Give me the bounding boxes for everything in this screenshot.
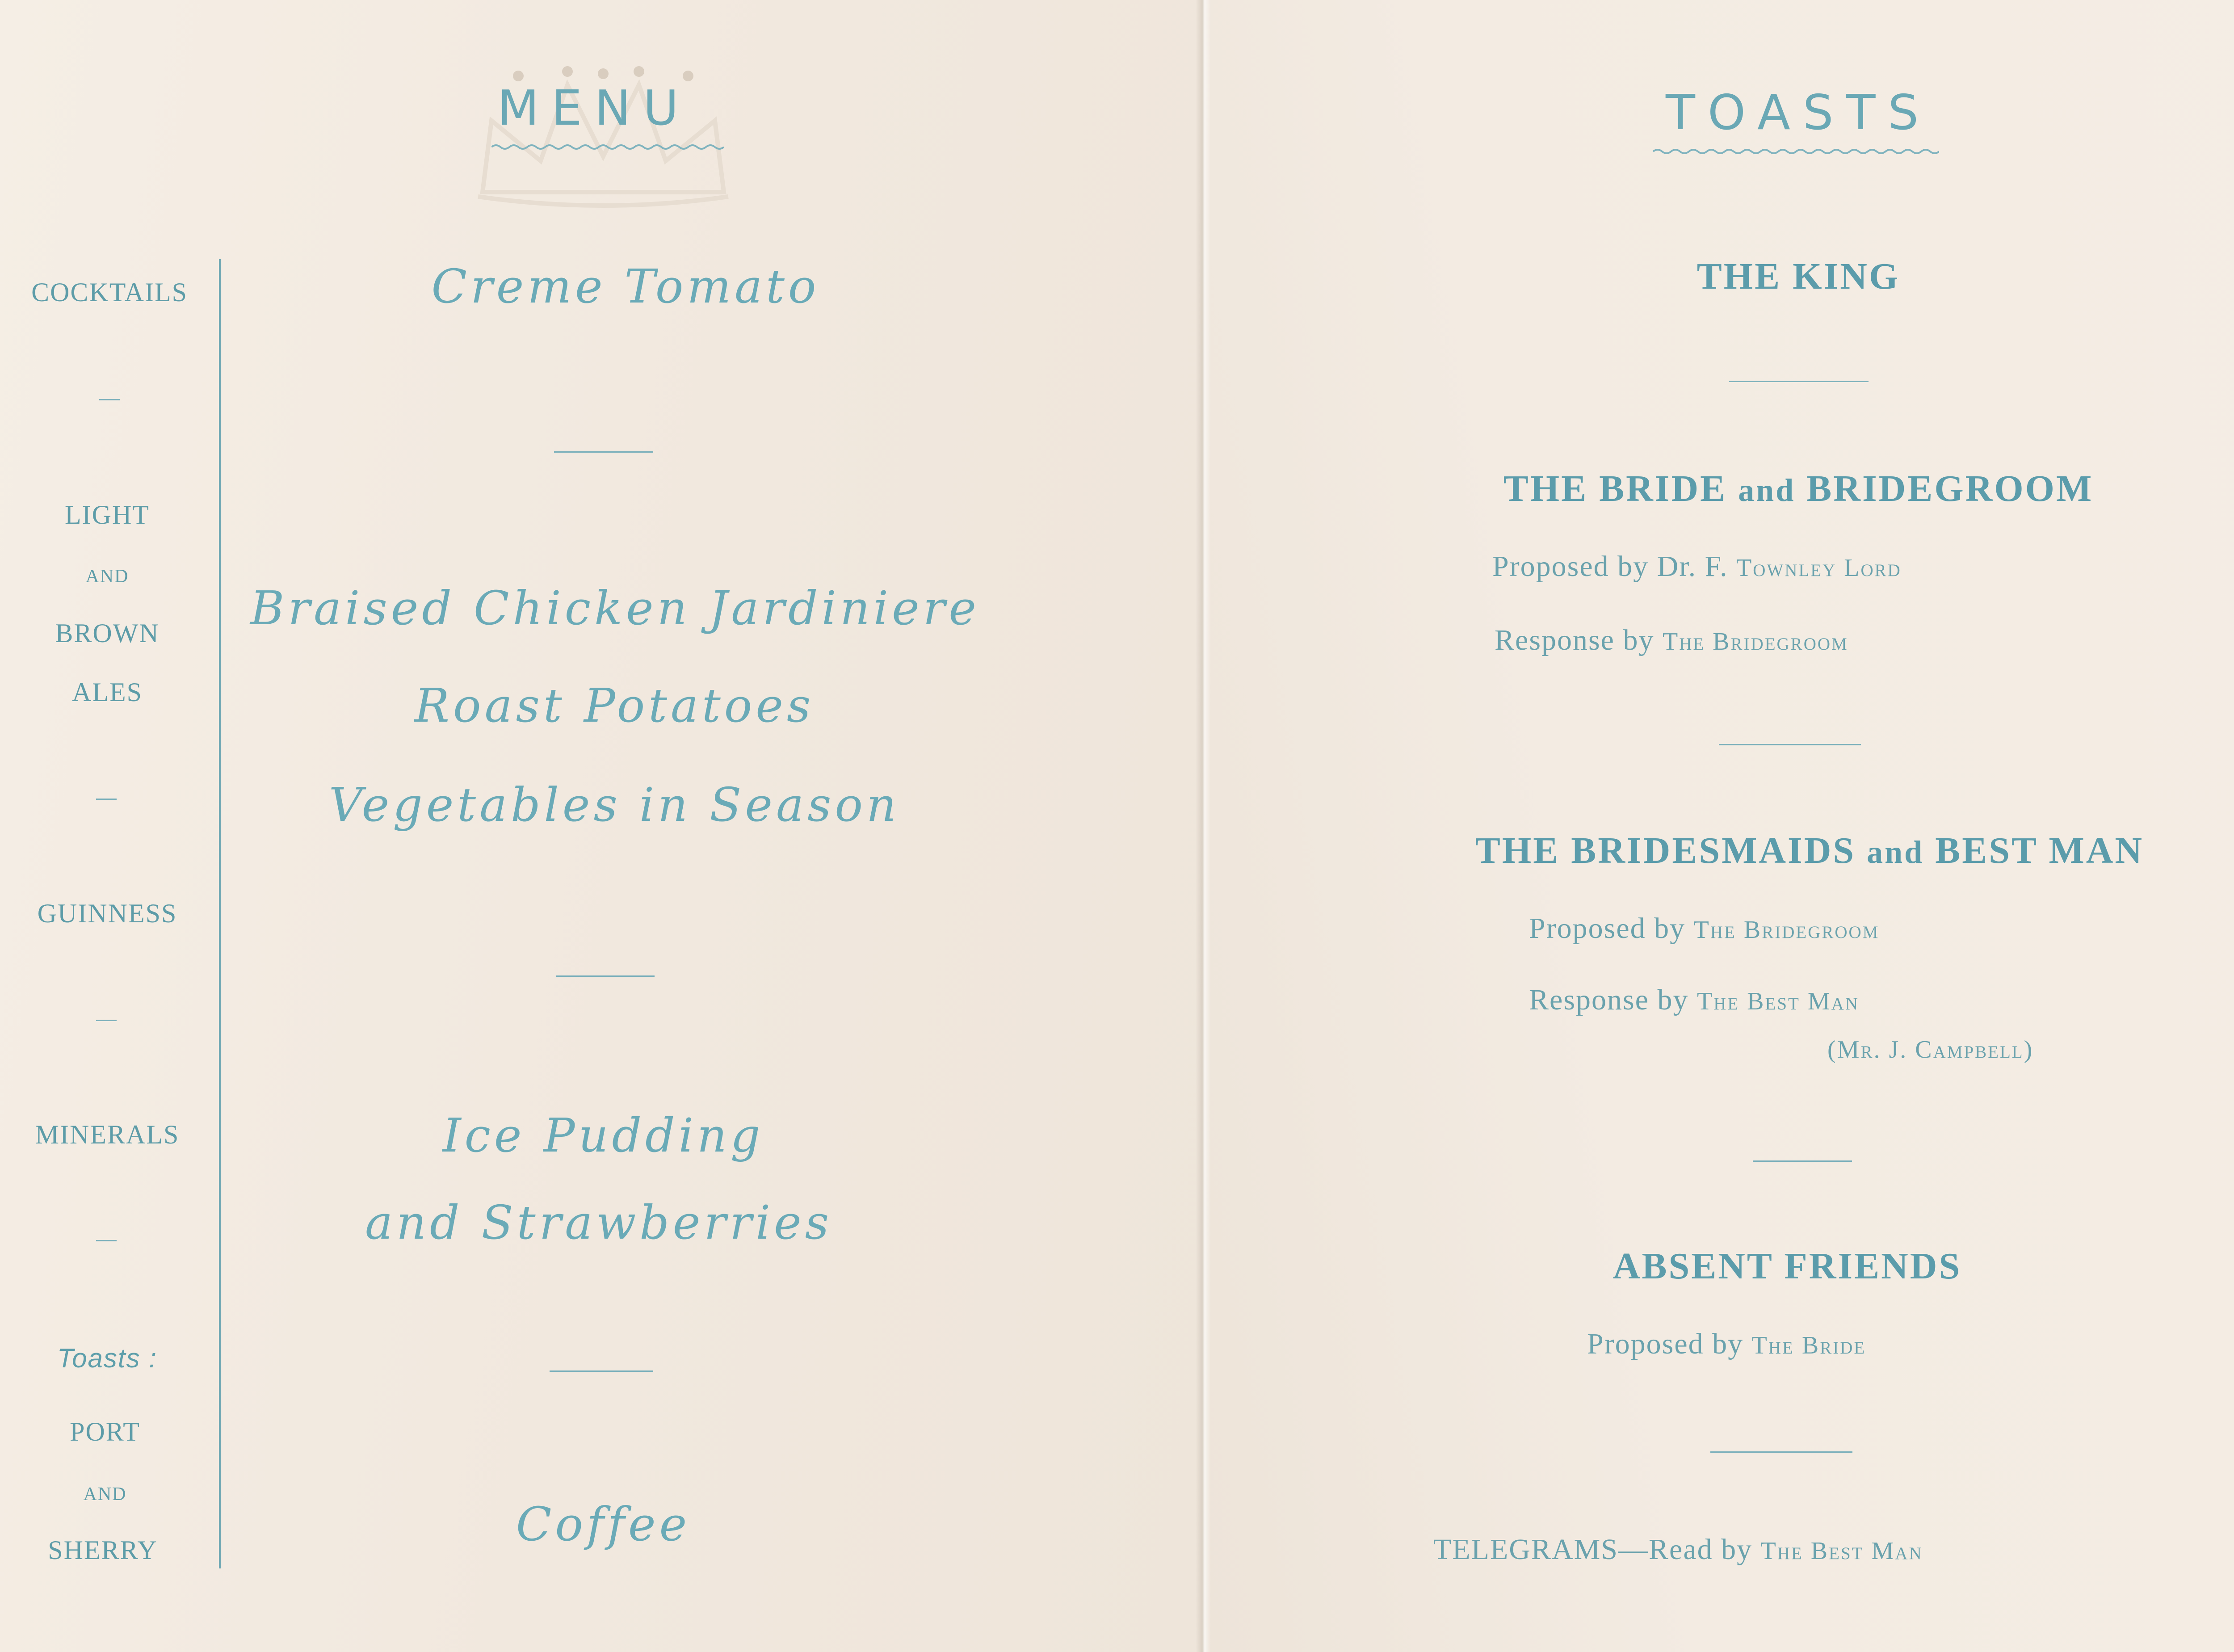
drink-cocktails: COCKTAILS xyxy=(31,277,188,307)
toast-bride-groom-title: THE BRIDE and BRIDEGROOM xyxy=(1503,468,2094,509)
toast-bridesmaids-proposed: Proposed by The Bridegroom xyxy=(1529,912,1880,945)
drink-port: PORT xyxy=(70,1417,140,1446)
drink-toasts-label: Toasts : xyxy=(57,1343,157,1373)
course-coffee: Coffee xyxy=(516,1497,691,1551)
drink-and: AND xyxy=(85,566,129,587)
drink-guinness: GUINNESS xyxy=(37,899,177,928)
drink-separator xyxy=(96,799,117,800)
drink-ales: ALES xyxy=(72,677,143,707)
toast-bride-groom-proposed: Proposed by Dr. F. Townley Lord xyxy=(1492,550,1902,583)
menu-heading: MENU xyxy=(497,80,691,136)
course-main-potatoes: Roast Potatoes xyxy=(414,678,815,733)
drink-minerals: MINERALS xyxy=(35,1120,180,1149)
toast-telegrams: TELEGRAMS—Read by The Best Man xyxy=(1433,1533,1923,1566)
drink-light: LIGHT xyxy=(65,500,150,530)
course-main-vegetables: Vegetables in Season xyxy=(329,778,900,832)
toast-separator xyxy=(1719,744,1861,745)
course-dessert-strawberries: and Strawberries xyxy=(365,1195,833,1250)
toasts-page xyxy=(1206,0,2234,1652)
course-separator xyxy=(550,1370,653,1372)
toast-the-king: THE KING xyxy=(1696,256,1900,297)
toast-separator xyxy=(1753,1160,1852,1162)
toasts-heading: TOASTS xyxy=(1665,85,1932,141)
drinks-divider xyxy=(219,259,221,1568)
menu-heading-underline xyxy=(491,143,724,151)
toast-bridesmaids-response: Response by The Best Man xyxy=(1529,984,1859,1016)
toast-bridesmaids-title: THE BRIDESMAIDS and BEST MAN xyxy=(1475,830,2144,871)
drink-separator xyxy=(99,399,120,400)
course-main-chicken: Braised Chicken Jardiniere xyxy=(250,581,980,635)
toast-absent-friends-title: ABSENT FRIENDS xyxy=(1613,1245,1962,1287)
toast-bride-groom-response: Response by The Bridegroom xyxy=(1495,624,1848,656)
toast-separator xyxy=(1710,1451,1852,1453)
toast-bridesmaids-response-detail: (Mr. J. Campbell) xyxy=(1827,1036,2034,1064)
course-soup: Creme Tomato xyxy=(431,259,820,314)
drink-brown: BROWN xyxy=(55,618,160,648)
toast-absent-friends-proposed: Proposed by The Bride xyxy=(1587,1328,1866,1360)
course-dessert-ice: Ice Pudding xyxy=(442,1108,764,1163)
drink-separator xyxy=(96,1240,117,1241)
course-separator xyxy=(554,451,653,453)
course-separator xyxy=(556,975,655,977)
drink-separator xyxy=(96,1020,117,1021)
toasts-heading-underline xyxy=(1653,147,1939,156)
drink-and: AND xyxy=(83,1484,127,1505)
drink-sherry: SHERRY xyxy=(48,1535,158,1565)
center-fold xyxy=(1196,0,1211,1652)
toast-separator xyxy=(1729,381,1869,382)
